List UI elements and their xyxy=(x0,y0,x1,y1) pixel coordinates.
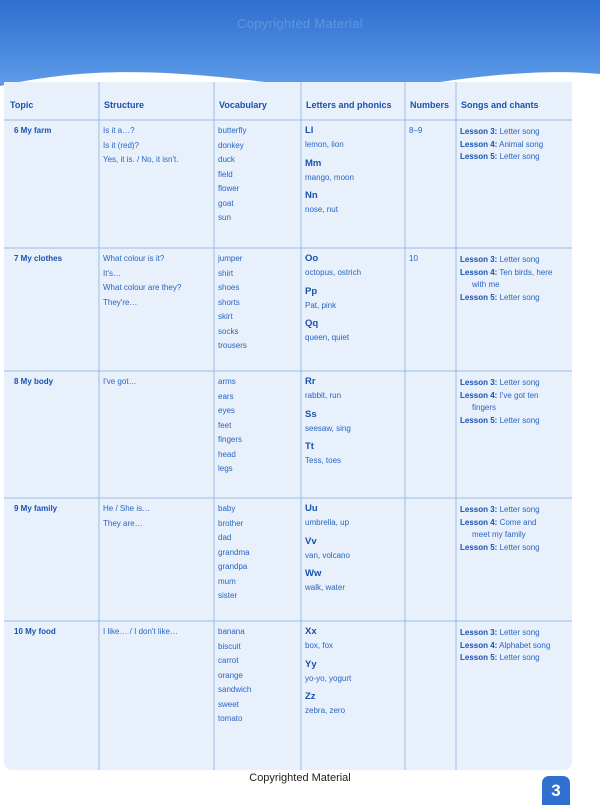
letters-cell xyxy=(305,375,351,473)
header-songs-chants: Songs and chants xyxy=(461,100,539,110)
song-title: Letter song xyxy=(499,292,540,302)
letter-pair: Ww xyxy=(305,568,322,579)
letter-pair: Ll xyxy=(305,125,314,136)
lesson-label: Lesson 4: xyxy=(460,267,498,277)
vocabulary-word: tomato xyxy=(218,714,243,723)
lesson-label: Lesson 5: xyxy=(460,653,498,662)
lesson-label: Lesson 3: xyxy=(460,505,498,514)
lesson-label: Lesson 4: xyxy=(460,517,498,527)
song-title: Letter song xyxy=(499,415,540,425)
phonics-words: van, volcano xyxy=(305,550,350,560)
vocabulary-word: carrot xyxy=(218,656,239,665)
topic-cell: 10 My food xyxy=(14,627,56,636)
song-entry xyxy=(460,640,550,653)
phonics-words: box, fox xyxy=(305,641,334,650)
letter-pair: Oo xyxy=(305,253,319,264)
structure-line: I've got… xyxy=(103,377,137,386)
lesson-label: Lesson 5: xyxy=(460,542,498,552)
song-entry xyxy=(460,652,550,665)
phonics-words: rabbit, run xyxy=(305,391,342,400)
letter-pair: Vv xyxy=(305,535,317,547)
vocabulary-word: jumper xyxy=(218,254,243,263)
syllabus-table xyxy=(4,82,572,770)
letter-pair: Rr xyxy=(305,376,316,387)
vocabulary-word: shoes xyxy=(218,283,240,292)
vocabulary-word: butterfly xyxy=(218,126,247,135)
vocabulary-word: legs xyxy=(218,464,233,473)
letter-pair: Tt xyxy=(305,441,314,452)
structure-line: He / She is… xyxy=(103,504,151,513)
vocabulary-word: grandpa xyxy=(218,562,248,571)
song-title: I've got ten xyxy=(499,390,539,400)
vocabulary-word: sandwich xyxy=(218,685,252,694)
vocabulary-word: head xyxy=(218,449,236,459)
vocabulary-word: arms xyxy=(218,377,236,386)
song-entry xyxy=(460,151,543,164)
song-entry xyxy=(460,517,540,530)
letter-pair: Pp xyxy=(305,285,318,297)
topic-cell: 8 My body xyxy=(14,377,54,386)
topic-cell: 7 My clothes xyxy=(14,254,63,263)
letter-pair: Yy xyxy=(305,658,317,670)
song-title: Letter song xyxy=(499,378,540,387)
letter-pair: Mm xyxy=(305,157,322,169)
structure-line: It's… xyxy=(103,268,121,278)
vocabulary-word: eyes xyxy=(218,406,235,415)
songs-cell xyxy=(460,504,540,554)
structure-cell xyxy=(103,252,181,310)
song-entry xyxy=(460,267,552,280)
header-vocabulary: Vocabulary xyxy=(219,100,267,110)
song-entry xyxy=(460,415,540,428)
vocabulary-word: sun xyxy=(218,213,231,222)
phonics-words: umbrella, up xyxy=(305,518,350,527)
topic-cell: 9 My family xyxy=(14,504,58,513)
structure-cell xyxy=(103,625,178,640)
vocabulary-word: sweet xyxy=(218,699,239,709)
letter-pair: Zz xyxy=(305,691,316,702)
phonics-words: Pat, pink xyxy=(305,300,337,310)
lesson-label: Lesson 3: xyxy=(460,127,498,136)
songs-cell xyxy=(460,126,543,164)
structure-cell xyxy=(103,375,137,390)
song-title: Letter song xyxy=(499,542,540,552)
vocabulary-cell xyxy=(218,625,251,727)
lesson-label: Lesson 4: xyxy=(460,390,498,400)
phonics-words: yo-yo, yogurt xyxy=(305,673,352,683)
song-entry xyxy=(460,377,540,390)
structure-line: They are… xyxy=(103,518,143,528)
song-title-continued: fingers xyxy=(472,403,497,412)
song-title-continued: meet my family xyxy=(472,530,526,539)
song-title: Letter song xyxy=(499,152,540,161)
footer-copyright: Copyrighted Material xyxy=(249,772,351,784)
song-entry xyxy=(460,139,543,152)
letters-cell xyxy=(305,625,351,723)
vocabulary-word: shorts xyxy=(218,297,240,307)
song-title: Ten birds, here xyxy=(499,267,553,277)
vocabulary-word: brother xyxy=(218,518,244,528)
lesson-label: Lesson 3: xyxy=(460,378,498,387)
song-title: Animal song xyxy=(499,139,544,149)
vocabulary-word: flower xyxy=(218,184,240,193)
letter-pair: Nn xyxy=(305,190,318,201)
phonics-words: walk, water xyxy=(305,583,346,592)
structure-line: They're… xyxy=(103,297,138,307)
vocabulary-word: feet xyxy=(218,420,232,430)
song-entry xyxy=(460,504,540,517)
numbers-cell: 8–9 xyxy=(409,126,423,135)
vocabulary-word: donkey xyxy=(218,140,244,150)
structure-line: What colour are they? xyxy=(103,283,182,292)
lesson-label: Lesson 5: xyxy=(460,292,498,302)
vocabulary-cell xyxy=(218,124,246,226)
table-header-row xyxy=(4,94,572,118)
letters-cell xyxy=(305,252,361,350)
vocabulary-word: banana xyxy=(218,627,245,636)
song-title: Letter song xyxy=(499,505,540,514)
topic-cell: 6 My farm xyxy=(14,126,52,135)
song-title: Letter song xyxy=(499,653,540,662)
header-letters-phonics: Letters and phonics xyxy=(306,100,392,110)
structure-line: What colour is it? xyxy=(103,254,165,263)
structure-line: Is it a…? xyxy=(103,126,135,135)
structure-cell xyxy=(103,502,150,531)
vocabulary-word: shirt xyxy=(218,268,234,278)
phonics-words: seesaw, sing xyxy=(305,423,351,433)
phonics-words: mango, moon xyxy=(305,172,354,182)
structure-cell xyxy=(103,124,178,168)
vocabulary-word: ears xyxy=(218,391,234,401)
song-entry xyxy=(460,390,540,403)
vocabulary-word: socks xyxy=(218,326,239,336)
header-numbers: Numbers xyxy=(410,100,450,110)
phonics-words: octopus, ostrich xyxy=(305,268,362,277)
vocabulary-word: trousers xyxy=(218,341,247,350)
vocabulary-word: grandma xyxy=(218,547,250,557)
vocabulary-cell xyxy=(218,502,250,604)
song-entry xyxy=(460,292,552,305)
song-title-continued: with me xyxy=(472,280,500,289)
vocabulary-word: skirt xyxy=(218,312,233,321)
vocabulary-cell xyxy=(218,252,247,354)
lesson-label: Lesson 3: xyxy=(460,628,498,637)
page-number-badge: 3 xyxy=(542,776,570,805)
vocabulary-word: duck xyxy=(218,155,235,164)
numbers-cell: 10 xyxy=(409,254,418,263)
songs-cell xyxy=(460,627,550,665)
song-title: Come and xyxy=(499,517,537,527)
structure-line: Is it (red)? xyxy=(103,140,140,150)
lesson-label: Lesson 5: xyxy=(460,415,498,425)
vocabulary-cell xyxy=(218,375,242,477)
vocabulary-word: goat xyxy=(218,198,234,208)
structure-line: I like… / I don't like… xyxy=(103,627,178,636)
song-entry xyxy=(460,126,543,139)
lesson-label: Lesson 5: xyxy=(460,152,498,161)
letter-pair: Qq xyxy=(305,318,319,329)
vocabulary-word: sister xyxy=(218,591,238,600)
vocabulary-word: fingers xyxy=(218,435,243,444)
phonics-words: nose, nut xyxy=(305,205,338,214)
phonics-words: lemon, lion xyxy=(305,140,344,149)
vocabulary-word: biscuit xyxy=(218,641,241,651)
songs-cell xyxy=(460,254,552,304)
lesson-label: Lesson 4: xyxy=(460,640,498,650)
songs-cell xyxy=(460,377,540,427)
letter-pair: Ss xyxy=(305,408,317,420)
banner-watermark: Copyrighted Material xyxy=(237,16,363,31)
header-structure: Structure xyxy=(104,100,145,110)
structure-line: Yes, it is. / No, it isn't. xyxy=(103,155,179,164)
phonics-words: Tess, toes xyxy=(305,456,342,465)
letters-cell xyxy=(305,124,354,222)
song-entry xyxy=(460,542,540,555)
song-entry xyxy=(460,627,550,640)
letter-pair: Xx xyxy=(305,626,317,637)
song-entry xyxy=(460,254,552,267)
lesson-label: Lesson 3: xyxy=(460,255,498,264)
letter-pair: Uu xyxy=(305,503,318,514)
vocabulary-word: mum xyxy=(218,576,236,586)
song-title: Letter song xyxy=(499,628,540,637)
header-topic: Topic xyxy=(10,100,34,110)
song-title: Alphabet song xyxy=(499,640,551,650)
letters-cell xyxy=(305,502,350,600)
vocabulary-word: baby xyxy=(218,504,236,513)
lesson-label: Lesson 4: xyxy=(460,139,498,149)
phonics-words: queen, quiet xyxy=(305,333,350,342)
vocabulary-word: field xyxy=(218,169,233,179)
song-title: Letter song xyxy=(499,127,540,136)
vocabulary-word: orange xyxy=(218,670,243,680)
phonics-words: zebra, zero xyxy=(305,706,346,715)
vocabulary-word: dad xyxy=(218,533,232,542)
song-title: Letter song xyxy=(499,255,540,264)
